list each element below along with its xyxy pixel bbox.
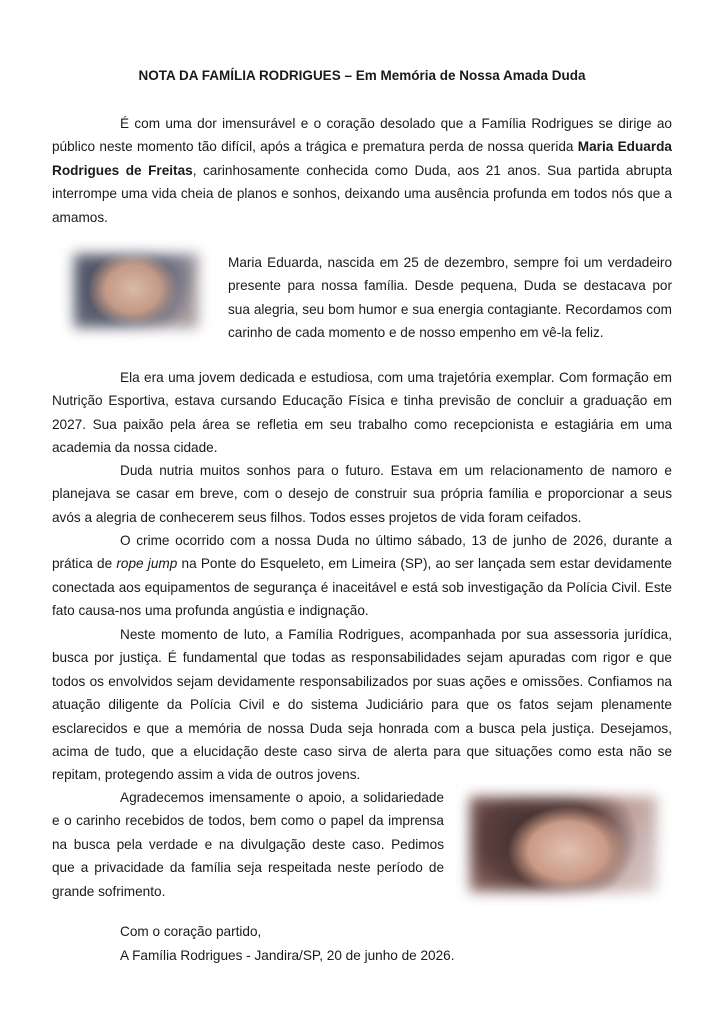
paragraph-birth: Maria Eduarda, nascida em 25 de dezembro, sempre foi um verdadeiro presente para nossa família. Desde pequena, Duda se destacava por sua alegria, seu bom humor e sua energia contagiante. Recordamos com carinho de cada momento e de nosso empenho em vê-la feliz. [228, 255, 672, 341]
paragraph-thanks: Agradecemos imensamente o apoio, a solidariedade e o carinho recebidos de todos, bem como o papel da imprensa na busca pela verdade e na divulgação deste caso. Pedimos que a privacidade da família seja respeitada neste período de grande sofrimento. [52, 790, 444, 899]
baby-photo [60, 240, 212, 342]
crime-text-start: O crime ocorrido com a nossa Duda no último sábado, 13 de junho de 2026, durante a prática de [52, 533, 672, 572]
paragraph-crime [52, 529, 672, 623]
full-name: Maria Eduarda Rodrigues de Freitas [52, 139, 672, 178]
activity-name: rope jump [116, 556, 178, 572]
portrait-photo [456, 783, 671, 906]
intro-text-end: , carinhosamente conhecida como Duda, aos 21 anos. Sua partida abrupta interrompe uma vida cheia de planos e sonhos, deixando uma ausência profunda em todos nós que a amamos. [52, 162, 673, 225]
paragraph-dreams: Duda nutria muitos sonhos para o futuro. Estava em um relacionamento de namoro e planejava se casar em breve, com o desejo de construir sua própria família e proporcionar a seus avós a alegria de conhecerem seus filhos. Todos esses projetos de vida foram ceifados. [52, 463, 672, 525]
crime-text-end: na Ponte do Esqueleto, em Limeira (SP), ao ser lançada sem estar devidamente conectada aos equipamentos de segurança é inaceitável e está sob investigação da Polícia Civil. Este fato causa-nos uma profunda angústia e indignação. [52, 556, 672, 619]
paragraph-studies: Ela era uma jovem dedicada e estudiosa, com uma trajetória exemplar. Com formação em Nutrição Esportiva, estava cursando Educação Física e tinha previsão de concluir a graduação em 2027. Sua paixão pela área se refletia em seu trabalho como recepcionista e estagiária em uma academia da nossa cidade. [52, 370, 672, 456]
document-title: NOTA DA FAMÍLIA RODRIGUES – Em Memória de Nossa Amada Duda [138, 68, 586, 83]
paragraph-intro [52, 112, 672, 229]
paragraph-justice: Neste momento de luto, a Família Rodrigues, acompanhada por sua assessoria jurídica, busca por justiça. É fundamental que todas as responsabilidades sejam apuradas com rigor e que todos os envolvidos sejam devidamente responsabilizados por suas ações e omissões. Confiamos na atuação diligente da Polícia Civil e do sistema Judiciário para que os fatos sejam plenamente esclarecidos e que a memória de nossa Duda seja honrada com a busca pela justiça. Desejamos, acima de tudo, que a elucidação deste caso sirva de alerta para que situações como esta não se repitam, protegendo assim a vida de outros jovens. [52, 627, 672, 783]
intro-text-start: É com uma dor imensurável e o coração desolado que a Família Rodrigues se dirige ao público neste momento tão difícil, após a trágica e prematura perda de nossa querida [52, 116, 672, 155]
closing-line: Com o coração partido, [120, 924, 262, 939]
signature-line: A Família Rodrigues - Jandira/SP, 20 de junho de 2026. [120, 948, 455, 963]
